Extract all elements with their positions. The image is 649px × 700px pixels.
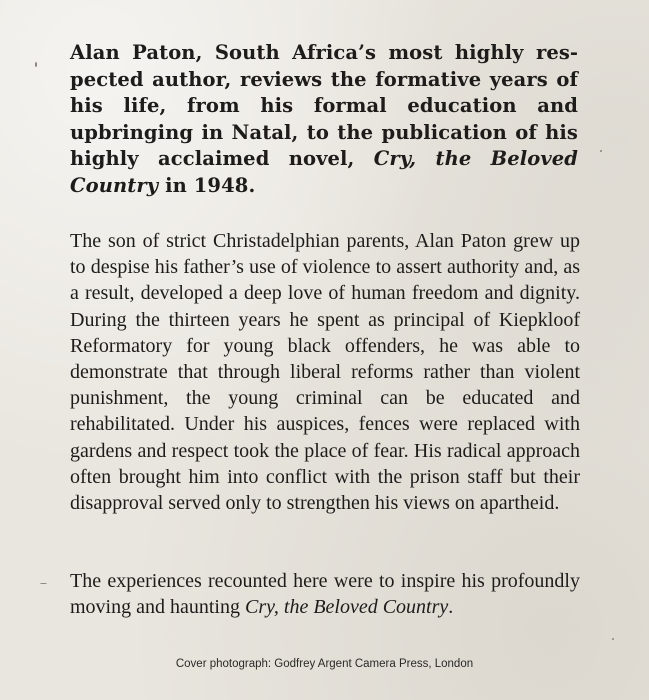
body-paragraph-2-text: The experiences recounted here were to inspire his profoundly moving and haunting: [70, 570, 580, 619]
lead-text-end: in 1948.: [165, 173, 256, 197]
paper-speck: [612, 638, 614, 640]
lead-paragraph: [70, 40, 578, 199]
lead-text: Alan Paton, South Africa’s most highly respected author, reviews the formative years of his life, from his formal education and upbringing in Natal, to the publication of his highly acclaimed novel,: [70, 41, 578, 170]
body-paragraph-2-end: .: [448, 596, 454, 619]
photo-credit: Cover photograph: Godfrey Argent Camera Press, London: [175, 658, 474, 670]
body-paragraph-2: [70, 568, 580, 620]
paper-speck: [40, 583, 47, 584]
body-book-title: Cry, the Beloved Country: [244, 596, 449, 619]
paper-speck: [600, 150, 602, 152]
body-paragraph-1: The son of strict Christadelphian parents, Alan Paton grew up to despise his father’s use of violence to assert authority and, as a result, developed a deep love of human freedom and dignity. During the thirteen years he spent as principal of Kiepkloof Reformatory for young black offenders, he was able to demonstrate that through liberal reforms rather than violent punishment, the young criminal can be educated and rehabilitated. Under his auspices, fences were replaced with gardens and respect took the place of fear. His radical approach often brought him into conflict with the prison staff but their disapproval served only to strengthen his views on apartheid.: [70, 230, 580, 515]
lead-book-title: Cry, the Beloved Country: [70, 147, 579, 197]
paper-speck: [35, 62, 37, 67]
